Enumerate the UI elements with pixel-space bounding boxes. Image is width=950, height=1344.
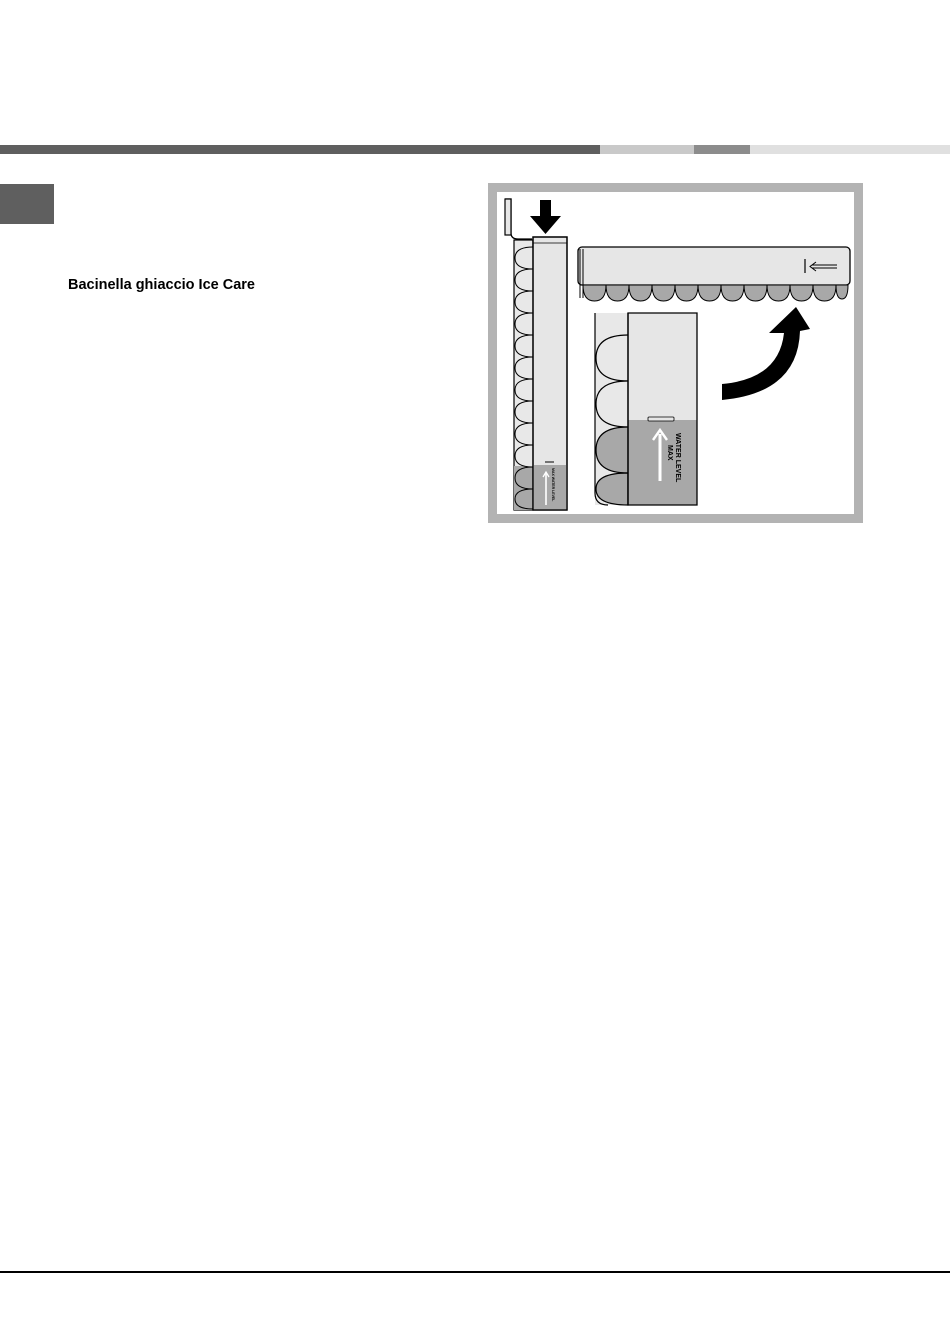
zoomed-ice-tray bbox=[595, 313, 697, 505]
horizontal-ice-tray bbox=[578, 247, 850, 301]
header-bar-segment-light bbox=[600, 145, 694, 154]
header-bar-segment-pale bbox=[750, 145, 950, 154]
svg-text:MAX WATER LEVEL: MAX WATER LEVEL bbox=[551, 468, 555, 502]
header-bar-segment-mid bbox=[694, 145, 750, 154]
water-level-label: WATER LEVEL bbox=[674, 433, 681, 483]
ice-tray-illustration bbox=[488, 183, 863, 523]
section-title: Bacinella ghiaccio Ice Care bbox=[68, 277, 255, 293]
vertical-ice-tray bbox=[514, 237, 567, 510]
max-label: MAX bbox=[666, 445, 673, 461]
footer-rule bbox=[0, 1271, 950, 1273]
header-color-bar bbox=[0, 145, 950, 154]
language-tab bbox=[0, 184, 54, 224]
header-bar-segment-dark bbox=[0, 145, 600, 154]
